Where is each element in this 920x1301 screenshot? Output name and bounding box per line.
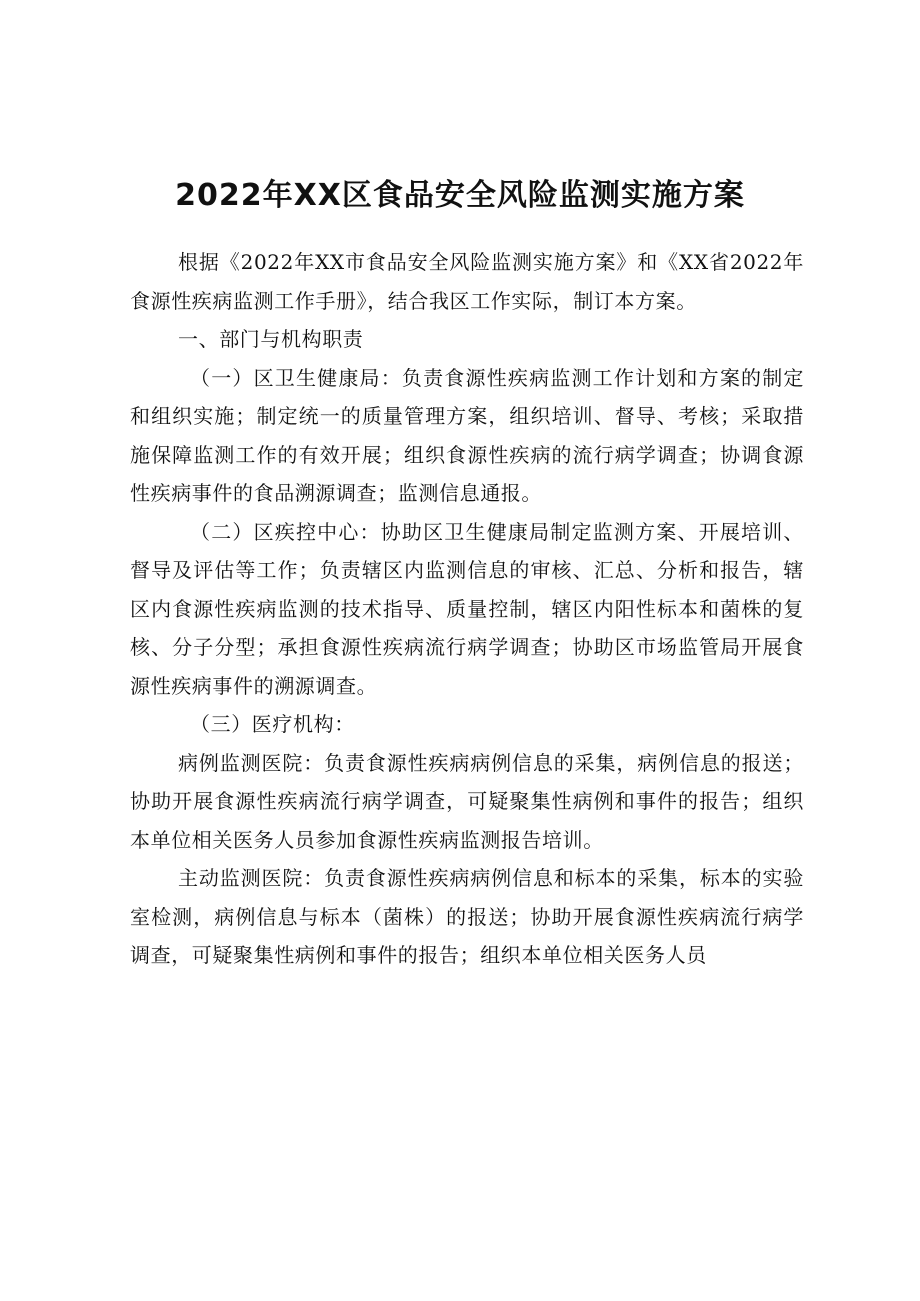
document-title: 2022年XX区食品安全风险监测实施方案 bbox=[175, 178, 745, 213]
intro-paragraph: 根据《2022年XX市食品安全风险监测实施方案》和《XX省2022年食源性疾病监测工作手册》，结合我区工作实际，制订本方案。 bbox=[130, 250, 804, 313]
section-1-heading: 一、部门与机构职责 bbox=[178, 327, 364, 351]
item-1-paragraph: （一）区卫生健康局：负责食源性疾病监测工作计划和方案的制定和组织实施；制定统一的质量管理方案，组织培训、督导、考核；采取措施保障监测工作的有效开展；组织食源性疾病的流行病学调查；协调食源性疾病事件的食品溯源调查；监测信息通报。 bbox=[130, 365, 804, 505]
document-body bbox=[130, 243, 804, 975]
item-2-paragraph: （二）区疾控中心：协助区卫生健康局制定监测方案、开展培训、督导及评估等工作；负责辖区内监测信息的审核、汇总、分析和报告，辖区内食源性疾病监测的技术指导、质量控制，辖区内阳性标本和菌株的复核、分子分型；承担食源性疾病流行病学调查；协助区市场监管局开展食源性疾病事件的溯源调查。 bbox=[130, 519, 804, 698]
item-3-paragraph-1: 病例监测医院：负责食源性疾病病例信息的采集，病例信息的报送；协助开展食源性疾病流行病学调查，可疑聚集性病例和事件的报告；组织本单位相关医务人员参加食源性疾病监测报告培训。 bbox=[130, 750, 804, 852]
item-3-paragraph-2: 主动监测医院：负责食源性疾病病例信息和标本的采集，标本的实验室检测，病例信息与标本（菌株）的报送；协助开展食源性疾病流行病学调查，可疑聚集性病例和事件的报告；组织本单位相关医务人员 bbox=[130, 866, 804, 967]
item-3-heading: （三）医疗机构： bbox=[190, 712, 355, 736]
